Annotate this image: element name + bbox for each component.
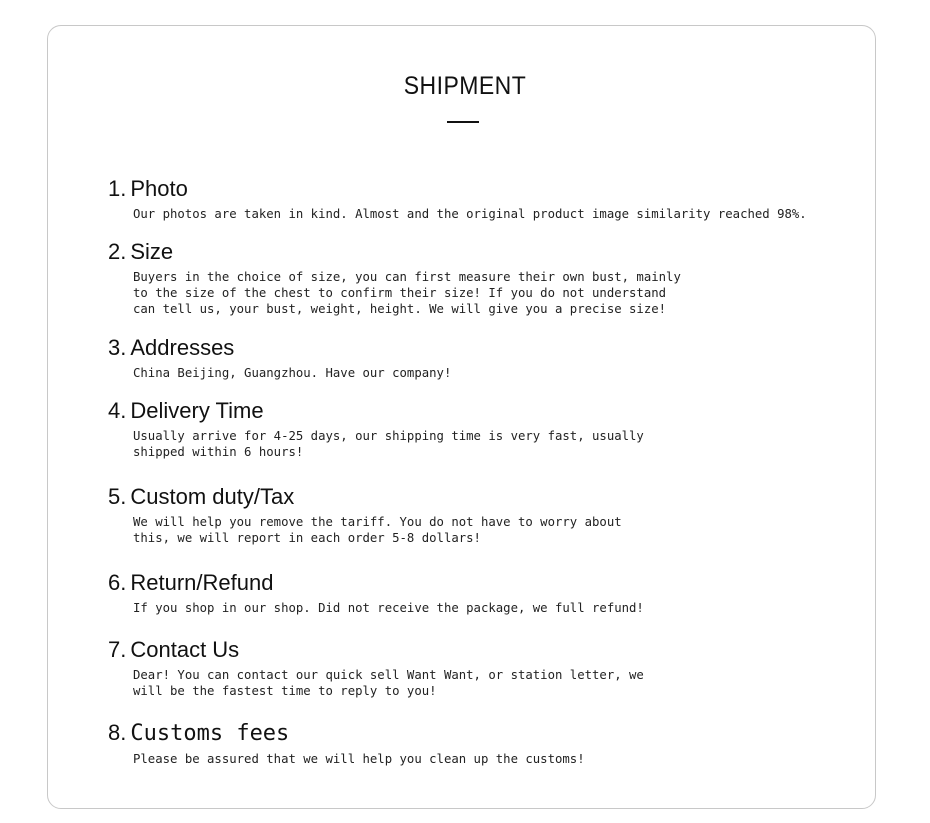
section-number: 6.	[108, 570, 127, 595]
section-heading	[108, 399, 644, 423]
section-body	[133, 514, 622, 546]
section-number: 3.	[108, 335, 127, 360]
section-title: Photo	[130, 176, 188, 201]
section-body	[133, 428, 644, 460]
section-photo	[108, 177, 807, 222]
section-text-line: Dear! You can contact our quick sell Want Want, or station letter, we	[133, 668, 644, 682]
section-addresses	[108, 336, 451, 381]
section-title: Custom duty/Tax	[130, 484, 295, 509]
section-title: Return/Refund	[130, 570, 274, 595]
section-body	[133, 751, 585, 767]
section-number: 5.	[108, 484, 127, 509]
section-text-line: If you shop in our shop. Did not receive the package, we full refund!	[133, 601, 644, 615]
section-text-line: Buyers in the choice of size, you can first measure their own bust, mainly	[133, 270, 681, 284]
section-text-line: Our photos are taken in kind. Almost and the original product image similarity reached 98%.	[133, 207, 807, 221]
section-text-line: Usually arrive for 4-25 days, our shipping time is very fast, usually	[133, 429, 644, 443]
section-text-line: can tell us, your bust, weight, height. We will give you a precise size!	[133, 302, 667, 316]
section-custom-duty-tax	[108, 485, 622, 546]
section-title: Contact Us	[130, 637, 240, 662]
section-body	[133, 600, 644, 616]
section-text-line: We will help you remove the tariff. You do not have to worry about	[133, 515, 622, 529]
section-heading	[108, 571, 644, 595]
section-heading	[108, 336, 451, 360]
title-underline	[447, 121, 479, 123]
section-text-line: Please be assured that we will help you clean up the customs!	[133, 752, 585, 766]
section-body	[133, 667, 644, 699]
section-number: 4.	[108, 398, 127, 423]
section-title: Customs fees	[130, 721, 290, 746]
section-heading	[108, 177, 807, 201]
section-delivery-time	[108, 399, 644, 460]
section-heading	[108, 240, 681, 264]
section-number: 2.	[108, 239, 127, 264]
section-heading	[108, 721, 585, 746]
section-body	[133, 206, 807, 222]
page-title: SHIPMENT	[403, 72, 527, 100]
section-contact-us	[108, 638, 644, 699]
section-title: Addresses	[130, 335, 235, 360]
section-text-line: to the size of the chest to confirm their size! If you do not understand	[133, 286, 667, 300]
section-text-line: China Beijing, Guangzhou. Have our company!	[133, 366, 452, 380]
section-number: 8.	[108, 720, 127, 745]
section-text-line: will be the fastest time to reply to you!	[133, 684, 437, 698]
section-text-line: shipped within 6 hours!	[133, 445, 304, 459]
section-title: Size	[130, 239, 174, 264]
section-body	[133, 269, 681, 317]
section-text-line: this, we will report in each order 5-8 dollars!	[133, 531, 481, 545]
section-size	[108, 240, 681, 317]
section-title: Delivery Time	[130, 398, 264, 423]
section-heading	[108, 485, 622, 509]
section-number: 7.	[108, 637, 127, 662]
section-return-refund	[108, 571, 644, 616]
section-heading	[108, 638, 644, 662]
section-number: 1.	[108, 176, 127, 201]
section-body	[133, 365, 451, 381]
section-customs-fees	[108, 721, 585, 767]
